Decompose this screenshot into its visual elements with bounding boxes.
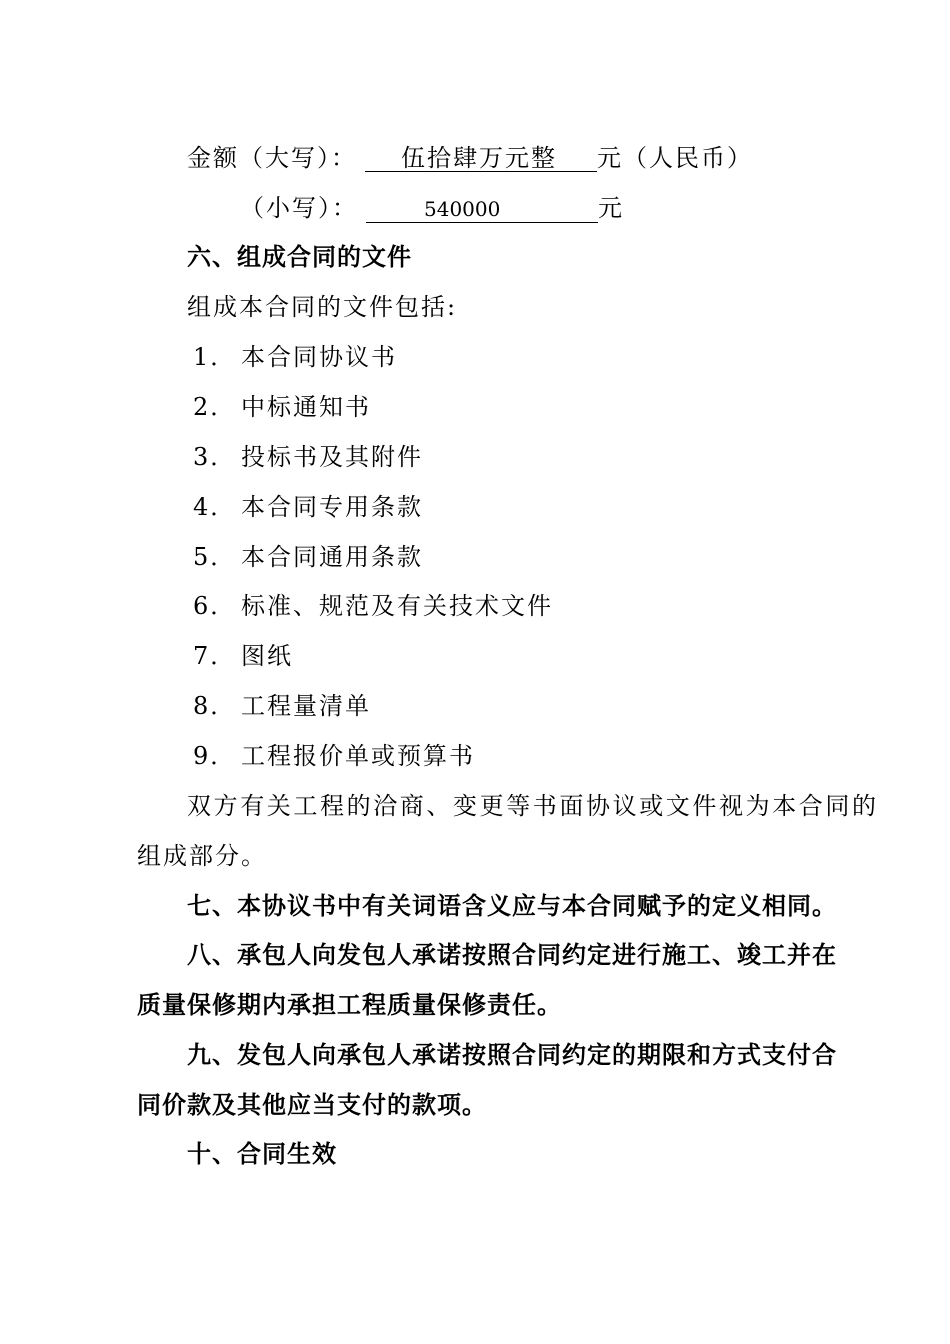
list-item: 8． 工程量清单 <box>193 692 371 720</box>
amount-upper-label: 金额（大写）： <box>187 144 357 172</box>
list-item: 9． 工程报价单或预算书 <box>193 742 475 770</box>
amount-lower-field <box>366 196 598 223</box>
amount-lower-line <box>240 193 624 223</box>
list-item: 7． 图纸 <box>193 642 293 670</box>
section6-heading: 六、组成合同的文件 <box>187 243 412 271</box>
list-item: 3． 投标书及其附件 <box>193 443 423 471</box>
section6-closing-line1: 双方有关工程的洽商、变更等书面协议或文件视为本合同的 <box>187 792 879 820</box>
list-item: 5． 本合同通用条款 <box>193 543 423 571</box>
amount-lower-label: （小写）： <box>240 194 358 222</box>
section10-heading: 十、合同生效 <box>187 1140 337 1168</box>
amount-upper-line <box>187 143 753 173</box>
section6-closing-line2: 组成部分。 <box>137 842 267 870</box>
amount-lower-suffix: 元 <box>598 194 624 222</box>
amount-lower-value: 540000 <box>424 197 501 221</box>
list-item: 4． 本合同专用条款 <box>193 493 423 521</box>
amount-upper-value: 伍拾肆万元整 <box>401 144 557 172</box>
amount-upper-suffix: 元（人民币） <box>597 144 753 172</box>
list-item: 6． 标准、规范及有关技术文件 <box>193 592 553 620</box>
section6-intro: 组成本合同的文件包括: <box>187 293 458 321</box>
section9-line2: 同价款及其他应当支付的款项。 <box>137 1091 487 1119</box>
list-item: 1． 本合同协议书 <box>193 343 397 371</box>
section8-line2: 质量保修期内承担工程质量保修责任。 <box>137 991 562 1019</box>
section7-text: 七、本协议书中有关词语含义应与本合同赋予的定义相同。 <box>187 892 837 920</box>
list-item: 2． 中标通知书 <box>193 393 371 421</box>
amount-upper-field <box>365 145 597 172</box>
section9-line1: 九、发包人向承包人承诺按照合同约定的期限和方式支付合 <box>187 1041 837 1069</box>
section8-line1: 八、承包人向发包人承诺按照合同约定进行施工、竣工并在 <box>187 941 837 969</box>
